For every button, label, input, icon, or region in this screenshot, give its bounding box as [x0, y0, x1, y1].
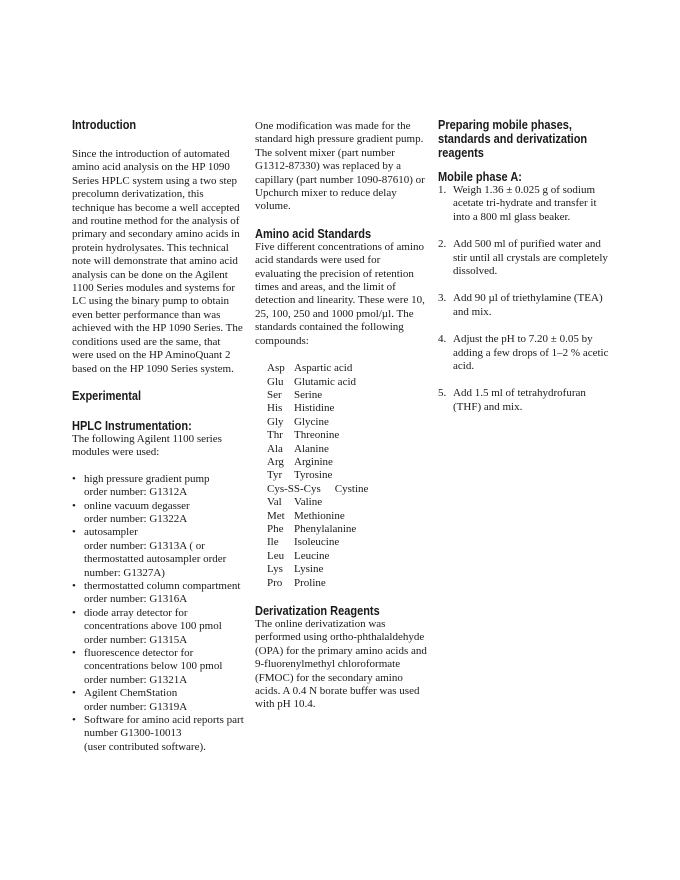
step-number: 5.: [438, 387, 447, 400]
standards-heading: Amino acid Standards: [255, 226, 372, 241]
amino-acid-abbr: Leu: [267, 549, 285, 562]
list-item: [438, 238, 610, 278]
list-item: [438, 184, 610, 224]
amino-acid-abbr: Glu: [267, 375, 284, 388]
table-row: [267, 496, 368, 509]
amino-acid-name: Serine: [294, 388, 323, 401]
experimental-heading: Experimental: [72, 388, 142, 403]
derivatization-paragraph: The online derivatization was performed using ortho-phthalaldehyde (OPA) for the primary amino acids and 9-fluorenylmethyl chloroformate (FMOC) for the secondary amino acids. A 0.4 N borate buffer was used with pH 10.4.: [255, 618, 427, 711]
list-item: • high pressure gradient pump order number: G1312A: [72, 473, 244, 500]
amino-acid-name: Lysine: [294, 563, 324, 576]
amino-acid-name: Glycine: [294, 415, 329, 428]
amino-acid-abbr: Thr: [267, 429, 283, 442]
table-row: [267, 402, 368, 415]
amino-acid-name: Alanine: [294, 442, 329, 455]
instrumentation-heading: HPLC Instrumentation:: [72, 418, 192, 433]
column-middle: [255, 120, 427, 712]
amino-acid-name: Glutamic acid: [294, 375, 357, 388]
amino-acid-name: Valine: [294, 496, 323, 509]
instrumentation-paragraph: The following Agilent 1100 series modules were used:: [72, 432, 222, 459]
preparing-heading-line-3: reagents: [438, 146, 484, 160]
amino-acid-abbr: Ala: [267, 442, 283, 455]
amino-acid-name: Aspartic acid: [294, 362, 353, 375]
table-row: [267, 443, 368, 456]
amino-acid-abbr: Lys: [267, 563, 283, 576]
amino-acid-name: Leucine: [294, 549, 330, 562]
table-row: [267, 510, 368, 523]
step-number: 2.: [438, 238, 447, 251]
step-number: 3.: [438, 292, 447, 305]
table-row: [267, 523, 368, 536]
amino-acid-abbr: His: [267, 402, 283, 415]
table-row: [267, 416, 368, 429]
table-row: [267, 469, 368, 482]
table-row: [267, 389, 368, 402]
preparing-heading-line-1: Preparing mobile phases,: [438, 118, 572, 132]
amino-acid-abbr: Pro: [267, 576, 283, 589]
amino-acid-abbr: Asp: [267, 362, 285, 375]
amino-acid-name: Methionine: [294, 509, 345, 522]
table-row: [267, 536, 368, 549]
amino-acid-abbr: Ser: [267, 388, 282, 401]
introduction-heading: Introduction: [72, 118, 137, 132]
step-text: Adjust the pH to 7.20 ± 0.05 by adding a few drops of 1–2 % acetic acid.: [453, 333, 609, 373]
list-item: • autosampler order number: G1313A ( or thermostatted autosampler order number: G1327A): [72, 526, 244, 580]
list-item: • Agilent ChemStation order number: G1319A: [72, 687, 244, 714]
table-row: [267, 563, 368, 576]
amino-acid-name: Tyrosine: [294, 469, 333, 482]
table-row: [267, 550, 368, 563]
amino-acid-abbr: Met: [267, 509, 285, 522]
table-row: [267, 577, 368, 590]
list-item: • diode array detector for concentrations above 100 pmol order number: G1315A: [72, 607, 244, 647]
list-item: • thermostatted column compartment order number: G1316A: [72, 580, 244, 607]
column-left: [72, 118, 244, 754]
amino-acid-abbr: Cys-SS-Cys: [267, 482, 321, 495]
table-row: [267, 362, 368, 375]
amino-acid-table: [267, 362, 368, 590]
amino-acid-name: Arginine: [294, 455, 333, 468]
table-row: [267, 483, 368, 496]
amino-acid-abbr: Ile: [267, 536, 279, 549]
step-text: Add 1.5 ml of tetrahydrofuran (THF) and mix.: [453, 387, 586, 413]
module-list: [72, 473, 244, 755]
list-item: [438, 292, 610, 319]
amino-acid-name: Histidine: [294, 402, 335, 415]
table-row: [267, 376, 368, 389]
list-item: • online vacuum degasser order number: G1322A: [72, 500, 244, 527]
list-item: • fluorescence detector for concentrations below 100 pmol order number: G1321A: [72, 647, 244, 687]
amino-acid-abbr: Val: [267, 496, 282, 509]
preparing-heading-line-2: standards and derivatization: [438, 132, 588, 146]
amino-acid-abbr: Arg: [267, 455, 284, 468]
amino-acid-abbr: Gly: [267, 415, 284, 428]
derivatization-heading: Derivatization Reagents: [255, 604, 380, 618]
amino-acid-name: Phenylalanine: [294, 522, 357, 535]
step-number: 1.: [438, 184, 447, 196]
step-text: Add 90 µl of triethylamine (TEA) and mix.: [453, 292, 603, 318]
list-item: • Software for amino acid reports part number G1300-10013 (user contributed software).: [72, 714, 244, 754]
amino-acid-name: Proline: [294, 576, 326, 589]
mobile-phase-steps: [438, 184, 610, 414]
step-number: 4.: [438, 333, 447, 346]
step-text: Add 500 ml of purified water and stir until all crystals are completely dissolved.: [453, 238, 608, 278]
amino-acid-name: Cystine: [334, 482, 369, 495]
table-row: [267, 429, 368, 442]
table-row: [267, 456, 368, 469]
mobile-phase-a-heading: Mobile phase A:: [438, 170, 522, 184]
amino-acid-abbr: Tyr: [267, 469, 283, 482]
amino-acid-abbr: Phe: [267, 522, 284, 535]
list-item: [438, 333, 610, 373]
modification-paragraph: One modification was made for the standard high pressure gradient pump. The solvent mixer (part number G1312-87330) was replaced by a capillary (part number 1090-87610) or Upchurch mixer to reduce delay volume.: [255, 120, 425, 213]
introduction-paragraph: Since the introduction of automated amino acid analysis on the HP 1090 Series HPLC system using a two step precolumn derivatization, this technique has become a well accepted and routine method for the analysis of primary and secondary amino acids in protein hydrolysates. This technical note will demonstrate that amino acid analysis can be done on the Agilent 1100 Series modules and systems for LC using the binary pump to obtain even better performance than was achieved with the HP 1090 Series. The conditions used are the same, that were used on the HP AminoQuant 2 based on the HP 1090 Series system.: [72, 148, 243, 375]
list-item: [438, 387, 610, 414]
step-text: Weigh 1.36 ± 0.025 g of sodium acetate tri-hydrate and transfer it into a 800 ml glass beaker.: [453, 184, 597, 223]
amino-acid-name: Isoleucine: [294, 536, 340, 549]
column-right: [438, 118, 610, 414]
standards-paragraph: Five different concentrations of amino acid standards were used for evaluating the precision of retention times and areas, and the limit of detection and linearity. These were 10, 25, 100, 250 and 1000 pmol/µl. The standards contained the following compounds:: [255, 240, 425, 347]
amino-acid-name: Threonine: [294, 429, 340, 442]
